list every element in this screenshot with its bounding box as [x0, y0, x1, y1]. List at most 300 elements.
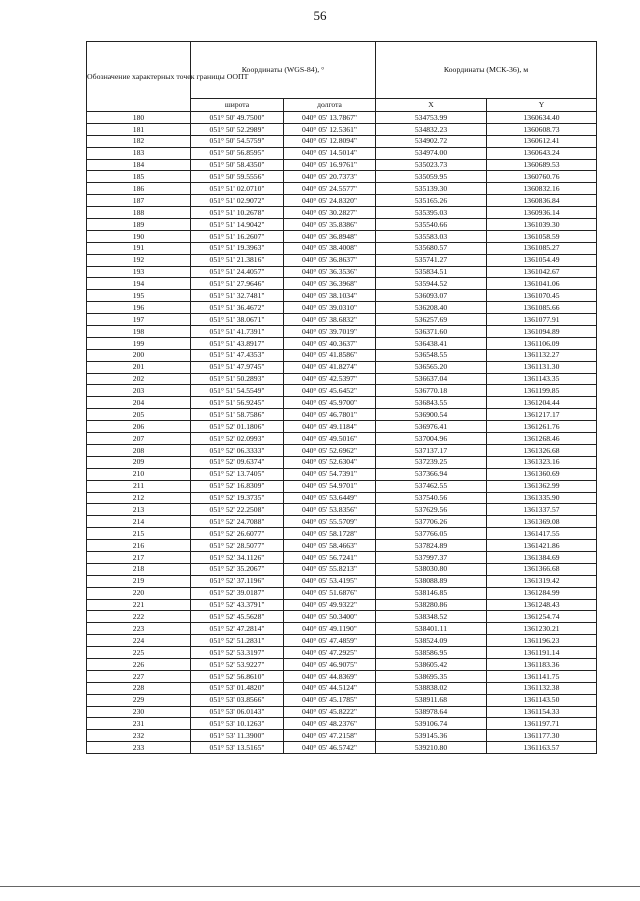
longitude-cell: 040° 05' 42.5397" [284, 373, 376, 385]
point-id-cell: 219 [87, 575, 191, 587]
table-row [87, 326, 597, 338]
wgs-header: Координаты (WGS-84), ° [191, 42, 376, 99]
latitude-cell: 051° 52' 01.1806" [191, 421, 284, 433]
point-id-cell: 227 [87, 670, 191, 682]
latitude-cell: 051° 51' 54.5549" [191, 385, 284, 397]
point-id-cell: 213 [87, 504, 191, 516]
longitude-cell: 040° 05' 36.8637" [284, 254, 376, 266]
point-id-cell: 187 [87, 195, 191, 207]
table-row [87, 421, 597, 433]
y-coordinate-cell: 1361268.46 [487, 433, 597, 445]
longitude-cell: 040° 05' 45.6452" [284, 385, 376, 397]
latitude-cell: 051° 52' 45.5628" [191, 611, 284, 623]
table-row [87, 468, 597, 480]
latitude-cell: 051° 52' 53.9227" [191, 658, 284, 670]
y-coordinate-cell: 1361319.42 [487, 575, 597, 587]
table-row [87, 112, 597, 124]
table-row [87, 397, 597, 409]
table-row [87, 242, 597, 254]
table-row [87, 361, 597, 373]
table-row [87, 230, 597, 242]
x-coordinate-cell: 535023.73 [376, 159, 487, 171]
y-coordinate-cell: 1361163.57 [487, 742, 597, 754]
y-coordinate-cell: 1361183.36 [487, 658, 597, 670]
latitude-cell: 051° 52' 37.1196" [191, 575, 284, 587]
x-coordinate-cell: 539210.80 [376, 742, 487, 754]
x-coordinate-cell: 538524.09 [376, 635, 487, 647]
table-row [87, 219, 597, 231]
y-coordinate-cell: 1361421.86 [487, 540, 597, 552]
latitude-cell: 051° 52' 53.3197" [191, 647, 284, 659]
x-coordinate-cell: 536637.04 [376, 373, 487, 385]
point-id-cell: 184 [87, 159, 191, 171]
latitude-cell: 051° 50' 58.4350" [191, 159, 284, 171]
longitude-cell: 040° 05' 49.5016" [284, 433, 376, 445]
x-coordinate-cell: 536371.60 [376, 326, 487, 338]
y-coordinate-cell: 1361417.55 [487, 528, 597, 540]
table-row [87, 623, 597, 635]
point-id-cell: 215 [87, 528, 191, 540]
x-coordinate-cell: 538978.64 [376, 706, 487, 718]
point-id-cell: 217 [87, 551, 191, 563]
latitude-cell: 051° 52' 19.3735" [191, 492, 284, 504]
page-number: 56 [313, 8, 327, 23]
longitude-cell: 040° 05' 24.5577" [284, 183, 376, 195]
table-row [87, 409, 597, 421]
point-id-cell: 182 [87, 135, 191, 147]
longitude-cell: 040° 05' 39.7019" [284, 326, 376, 338]
y-coordinate-cell: 1361197.71 [487, 718, 597, 730]
point-id-cell: 222 [87, 611, 191, 623]
y-coordinate-cell: 1361335.90 [487, 492, 597, 504]
y-coordinate-cell: 1361143.50 [487, 694, 597, 706]
table-row [87, 266, 597, 278]
y-coordinate-cell: 1360760.76 [487, 171, 597, 183]
y-coordinate-cell: 1361337.57 [487, 504, 597, 516]
longitude-cell: 040° 05' 35.8386" [284, 219, 376, 231]
longitude-cell: 040° 05' 53.6449" [284, 492, 376, 504]
y-coordinate-cell: 1361254.74 [487, 611, 597, 623]
longitude-cell: 040° 05' 41.8274" [284, 361, 376, 373]
longitude-cell: 040° 05' 46.7801" [284, 409, 376, 421]
table-row [87, 195, 597, 207]
latitude-header: широта [191, 99, 284, 112]
y-coordinate-cell: 1361196.23 [487, 635, 597, 647]
longitude-cell: 040° 05' 20.7373" [284, 171, 376, 183]
table-body [87, 112, 597, 754]
latitude-cell: 051° 51' 21.3816" [191, 254, 284, 266]
point-id-cell: 180 [87, 112, 191, 124]
y-coordinate-cell: 1361106.09 [487, 337, 597, 349]
x-coordinate-cell: 535680.57 [376, 242, 487, 254]
x-coordinate-cell: 535741.27 [376, 254, 487, 266]
point-id-cell: 197 [87, 314, 191, 326]
x-coordinate-cell: 535834.51 [376, 266, 487, 278]
point-id-cell: 223 [87, 623, 191, 635]
latitude-cell: 051° 53' 11.3900" [191, 730, 284, 742]
x-coordinate-cell: 539106.74 [376, 718, 487, 730]
longitude-cell: 040° 05' 38.4008" [284, 242, 376, 254]
point-id-cell: 199 [87, 337, 191, 349]
point-id-cell: 228 [87, 682, 191, 694]
x-coordinate-cell: 537239.25 [376, 456, 487, 468]
x-coordinate-cell: 537137.17 [376, 444, 487, 456]
x-coordinate-cell: 536548.55 [376, 349, 487, 361]
point-id-cell: 191 [87, 242, 191, 254]
latitude-cell: 051° 52' 02.0993" [191, 433, 284, 445]
latitude-cell: 051° 52' 22.2508" [191, 504, 284, 516]
latitude-cell: 051° 51' 38.0671" [191, 314, 284, 326]
table-row [87, 480, 597, 492]
y-header: Y [487, 99, 597, 112]
point-id-cell: 225 [87, 647, 191, 659]
x-coordinate-cell: 535944.52 [376, 278, 487, 290]
longitude-cell: 040° 05' 38.1034" [284, 290, 376, 302]
table-row [87, 706, 597, 718]
x-header: X [376, 99, 487, 112]
table-row [87, 349, 597, 361]
longitude-cell: 040° 05' 49.9322" [284, 599, 376, 611]
x-coordinate-cell: 536565.20 [376, 361, 487, 373]
y-coordinate-cell: 1361077.91 [487, 314, 597, 326]
table-row [87, 135, 597, 147]
table-row [87, 207, 597, 219]
latitude-cell: 051° 51' 02.9072" [191, 195, 284, 207]
point-id-cell: 224 [87, 635, 191, 647]
point-id-cell: 229 [87, 694, 191, 706]
x-coordinate-cell: 538030.80 [376, 563, 487, 575]
point-id-cell: 204 [87, 397, 191, 409]
longitude-cell: 040° 05' 45.9700" [284, 397, 376, 409]
table-row [87, 456, 597, 468]
longitude-cell: 040° 05' 24.8320" [284, 195, 376, 207]
point-id-cell: 206 [87, 421, 191, 433]
latitude-cell: 051° 51' 16.2607" [191, 230, 284, 242]
point-id-cell: 226 [87, 658, 191, 670]
longitude-cell: 040° 05' 56.7241" [284, 551, 376, 563]
longitude-cell: 040° 05' 16.9761" [284, 159, 376, 171]
y-coordinate-cell: 1361177.30 [487, 730, 597, 742]
table-row [87, 587, 597, 599]
longitude-cell: 040° 05' 39.0310" [284, 302, 376, 314]
latitude-cell: 051° 53' 06.0143" [191, 706, 284, 718]
longitude-cell: 040° 05' 55.8213" [284, 563, 376, 575]
latitude-cell: 051° 51' 02.0710" [191, 183, 284, 195]
x-coordinate-cell: 535165.26 [376, 195, 487, 207]
x-coordinate-cell: 538401.11 [376, 623, 487, 635]
longitude-cell: 040° 05' 46.5742" [284, 742, 376, 754]
latitude-cell: 051° 52' 06.3333" [191, 444, 284, 456]
point-id-cell: 216 [87, 540, 191, 552]
y-coordinate-cell: 1361217.17 [487, 409, 597, 421]
y-coordinate-cell: 1361141.75 [487, 670, 597, 682]
table-row [87, 147, 597, 159]
latitude-cell: 051° 52' 16.8309" [191, 480, 284, 492]
latitude-cell: 051° 51' 14.9042" [191, 219, 284, 231]
table-row [87, 373, 597, 385]
point-id-cell: 194 [87, 278, 191, 290]
latitude-cell: 051° 52' 43.3791" [191, 599, 284, 611]
x-coordinate-cell: 535583.03 [376, 230, 487, 242]
x-coordinate-cell: 535059.95 [376, 171, 487, 183]
table-row [87, 599, 597, 611]
point-id-cell: 193 [87, 266, 191, 278]
table-row [87, 123, 597, 135]
longitude-cell: 040° 05' 55.5709" [284, 516, 376, 528]
longitude-cell: 040° 05' 54.9701" [284, 480, 376, 492]
y-coordinate-cell: 1361323.16 [487, 456, 597, 468]
latitude-cell: 051° 53' 13.5165" [191, 742, 284, 754]
table-row [87, 670, 597, 682]
latitude-cell: 051° 50' 59.5556" [191, 171, 284, 183]
latitude-cell: 051° 50' 54.5759" [191, 135, 284, 147]
x-coordinate-cell: 536208.40 [376, 302, 487, 314]
point-id-cell: 221 [87, 599, 191, 611]
point-id-cell: 205 [87, 409, 191, 421]
latitude-cell: 051° 52' 26.6077" [191, 528, 284, 540]
point-id-cell: 220 [87, 587, 191, 599]
latitude-cell: 051° 51' 50.2893" [191, 373, 284, 385]
x-coordinate-cell: 534832.23 [376, 123, 487, 135]
table-row [87, 682, 597, 694]
latitude-cell: 051° 52' 47.2814" [191, 623, 284, 635]
x-coordinate-cell: 538146.85 [376, 587, 487, 599]
y-coordinate-cell: 1361143.35 [487, 373, 597, 385]
longitude-cell: 040° 05' 52.6304" [284, 456, 376, 468]
x-coordinate-cell: 536093.07 [376, 290, 487, 302]
x-coordinate-cell: 534753.99 [376, 112, 487, 124]
point-id-cell: 200 [87, 349, 191, 361]
y-coordinate-cell: 1360936.14 [487, 207, 597, 219]
latitude-cell: 051° 52' 51.2831" [191, 635, 284, 647]
latitude-cell: 051° 52' 56.8610" [191, 670, 284, 682]
y-coordinate-cell: 1361261.76 [487, 421, 597, 433]
x-coordinate-cell: 536438.41 [376, 337, 487, 349]
y-coordinate-cell: 1360689.53 [487, 159, 597, 171]
latitude-cell: 051° 51' 19.3963" [191, 242, 284, 254]
y-coordinate-cell: 1361230.21 [487, 623, 597, 635]
table-row [87, 433, 597, 445]
longitude-cell: 040° 05' 36.8948" [284, 230, 376, 242]
point-id-cell: 188 [87, 207, 191, 219]
longitude-cell: 040° 05' 12.5361" [284, 123, 376, 135]
y-coordinate-cell: 1361132.38 [487, 682, 597, 694]
x-coordinate-cell: 537366.94 [376, 468, 487, 480]
latitude-cell: 051° 50' 56.8595" [191, 147, 284, 159]
y-coordinate-cell: 1361042.67 [487, 266, 597, 278]
y-coordinate-cell: 1361248.43 [487, 599, 597, 611]
longitude-cell: 040° 05' 47.4859" [284, 635, 376, 647]
point-id-cell: 209 [87, 456, 191, 468]
y-coordinate-cell: 1361041.06 [487, 278, 597, 290]
latitude-cell: 051° 51' 36.4672" [191, 302, 284, 314]
latitude-cell: 051° 52' 35.2067" [191, 563, 284, 575]
latitude-cell: 051° 51' 10.2678" [191, 207, 284, 219]
table-row [87, 302, 597, 314]
latitude-cell: 051° 53' 10.1263" [191, 718, 284, 730]
x-coordinate-cell: 538695.35 [376, 670, 487, 682]
table-row [87, 444, 597, 456]
x-coordinate-cell: 534902.72 [376, 135, 487, 147]
latitude-cell: 051° 51' 43.8917" [191, 337, 284, 349]
table-row [87, 159, 597, 171]
latitude-cell: 051° 52' 39.0187" [191, 587, 284, 599]
longitude-cell: 040° 05' 13.7867" [284, 112, 376, 124]
table-row [87, 528, 597, 540]
latitude-cell: 051° 52' 09.6374" [191, 456, 284, 468]
x-coordinate-cell: 536257.69 [376, 314, 487, 326]
x-coordinate-cell: 537824.89 [376, 540, 487, 552]
x-coordinate-cell: 537766.05 [376, 528, 487, 540]
latitude-cell: 051° 51' 47.9745" [191, 361, 284, 373]
y-coordinate-cell: 1361191.14 [487, 647, 597, 659]
longitude-cell: 040° 05' 38.6832" [284, 314, 376, 326]
longitude-cell: 040° 05' 50.3400" [284, 611, 376, 623]
y-coordinate-cell: 1361085.27 [487, 242, 597, 254]
longitude-cell: 040° 05' 58.4663" [284, 540, 376, 552]
table-row [87, 540, 597, 552]
y-coordinate-cell: 1361366.68 [487, 563, 597, 575]
longitude-cell: 040° 05' 36.3536" [284, 266, 376, 278]
longitude-cell: 040° 05' 53.4195" [284, 575, 376, 587]
y-coordinate-cell: 1361085.66 [487, 302, 597, 314]
latitude-cell: 051° 51' 24.4057" [191, 266, 284, 278]
x-coordinate-cell: 536770.18 [376, 385, 487, 397]
table-row [87, 278, 597, 290]
longitude-cell: 040° 05' 54.7391" [284, 468, 376, 480]
y-coordinate-cell: 1361369.08 [487, 516, 597, 528]
point-id-cell: 214 [87, 516, 191, 528]
y-coordinate-cell: 1361094.89 [487, 326, 597, 338]
y-coordinate-cell: 1361360.69 [487, 468, 597, 480]
longitude-cell: 040° 05' 51.6876" [284, 587, 376, 599]
table-row [87, 563, 597, 575]
point-id-cell: 233 [87, 742, 191, 754]
point-id-cell: 211 [87, 480, 191, 492]
table-row [87, 290, 597, 302]
longitude-cell: 040° 05' 52.6962" [284, 444, 376, 456]
y-coordinate-cell: 1360643.24 [487, 147, 597, 159]
x-coordinate-cell: 538605.42 [376, 658, 487, 670]
longitude-cell: 040° 05' 58.1728" [284, 528, 376, 540]
table-row [87, 658, 597, 670]
x-coordinate-cell: 538348.52 [376, 611, 487, 623]
coordinates-table [86, 41, 597, 754]
table-row [87, 647, 597, 659]
x-coordinate-cell: 539145.36 [376, 730, 487, 742]
point-id-cell: 192 [87, 254, 191, 266]
latitude-cell: 051° 52' 34.1126" [191, 551, 284, 563]
x-coordinate-cell: 537706.26 [376, 516, 487, 528]
x-coordinate-cell: 538911.68 [376, 694, 487, 706]
y-coordinate-cell: 1361132.27 [487, 349, 597, 361]
longitude-cell: 040° 05' 47.2158" [284, 730, 376, 742]
table-row [87, 611, 597, 623]
table-row [87, 254, 597, 266]
latitude-cell: 051° 51' 32.7481" [191, 290, 284, 302]
longitude-cell: 040° 05' 47.2925" [284, 647, 376, 659]
y-coordinate-cell: 1361131.30 [487, 361, 597, 373]
x-coordinate-cell: 538586.95 [376, 647, 487, 659]
longitude-cell: 040° 05' 45.8222" [284, 706, 376, 718]
table-row [87, 385, 597, 397]
longitude-cell: 040° 05' 49.1184" [284, 421, 376, 433]
x-coordinate-cell: 537629.56 [376, 504, 487, 516]
table-row [87, 635, 597, 647]
point-id-cell: 186 [87, 183, 191, 195]
latitude-cell: 051° 52' 24.7088" [191, 516, 284, 528]
table-row [87, 492, 597, 504]
y-coordinate-cell: 1361154.33 [487, 706, 597, 718]
x-coordinate-cell: 537004.96 [376, 433, 487, 445]
table-row [87, 171, 597, 183]
longitude-cell: 040° 05' 46.9075" [284, 658, 376, 670]
x-coordinate-cell: 536976.41 [376, 421, 487, 433]
designation-header: Обозначение характерных точек границы ООПТ [87, 42, 191, 112]
longitude-cell: 040° 05' 48.2376" [284, 718, 376, 730]
longitude-cell: 040° 05' 40.3637" [284, 337, 376, 349]
longitude-cell: 040° 05' 12.8094" [284, 135, 376, 147]
x-coordinate-cell: 538088.89 [376, 575, 487, 587]
point-id-cell: 195 [87, 290, 191, 302]
point-id-cell: 218 [87, 563, 191, 575]
longitude-cell: 040° 05' 44.8369" [284, 670, 376, 682]
latitude-cell: 051° 50' 52.2989" [191, 123, 284, 135]
table-row [87, 575, 597, 587]
y-coordinate-cell: 1361284.99 [487, 587, 597, 599]
latitude-cell: 051° 52' 28.5077" [191, 540, 284, 552]
table-row [87, 337, 597, 349]
bottom-rule [0, 886, 640, 887]
longitude-cell: 040° 05' 45.1785" [284, 694, 376, 706]
longitude-cell: 040° 05' 36.3968" [284, 278, 376, 290]
point-id-cell: 183 [87, 147, 191, 159]
point-id-cell: 190 [87, 230, 191, 242]
latitude-cell: 051° 51' 47.4353" [191, 349, 284, 361]
x-coordinate-cell: 535540.66 [376, 219, 487, 231]
y-coordinate-cell: 1360608.73 [487, 123, 597, 135]
x-coordinate-cell: 538838.02 [376, 682, 487, 694]
latitude-cell: 051° 51' 56.9245" [191, 397, 284, 409]
y-coordinate-cell: 1361054.49 [487, 254, 597, 266]
table-row [87, 183, 597, 195]
latitude-cell: 051° 52' 13.7405" [191, 468, 284, 480]
y-coordinate-cell: 1361204.44 [487, 397, 597, 409]
point-id-cell: 207 [87, 433, 191, 445]
y-coordinate-cell: 1361362.99 [487, 480, 597, 492]
x-coordinate-cell: 537540.56 [376, 492, 487, 504]
msk-header: Координаты (МСК-36), м [376, 42, 597, 99]
latitude-cell: 051° 51' 58.7586" [191, 409, 284, 421]
latitude-cell: 051° 50' 49.7500" [191, 112, 284, 124]
x-coordinate-cell: 538280.86 [376, 599, 487, 611]
table-row [87, 551, 597, 563]
x-coordinate-cell: 537462.55 [376, 480, 487, 492]
longitude-header: долгота [284, 99, 376, 112]
latitude-cell: 051° 51' 27.9646" [191, 278, 284, 290]
table-row [87, 730, 597, 742]
longitude-cell: 040° 05' 44.5124" [284, 682, 376, 694]
y-coordinate-cell: 1361384.69 [487, 551, 597, 563]
point-id-cell: 189 [87, 219, 191, 231]
table-row [87, 718, 597, 730]
longitude-cell: 040° 05' 49.1190" [284, 623, 376, 635]
x-coordinate-cell: 537997.37 [376, 551, 487, 563]
table-row [87, 516, 597, 528]
point-id-cell: 208 [87, 444, 191, 456]
latitude-cell: 051° 51' 41.7391" [191, 326, 284, 338]
point-id-cell: 202 [87, 373, 191, 385]
